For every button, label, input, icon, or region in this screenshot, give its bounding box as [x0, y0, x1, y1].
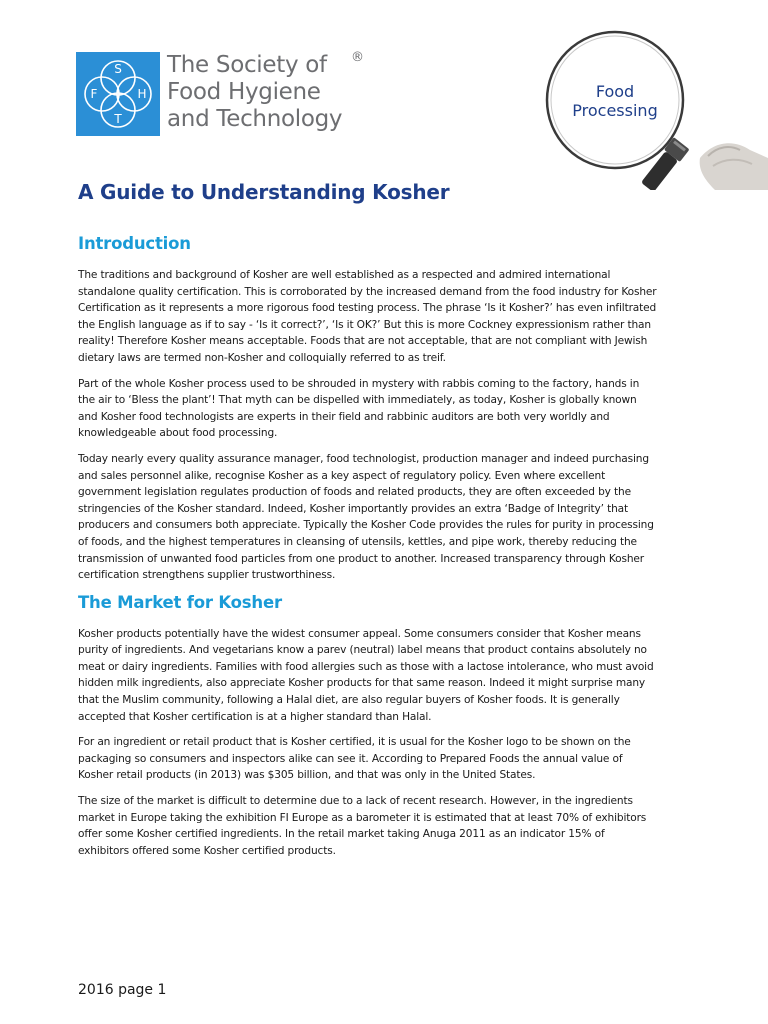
logo-letter-t: T — [114, 112, 122, 126]
intro-paragraph-1: The traditions and background of Kosher are well established as a respected and admired international standalone quality certification. This is corroborated by the increased demand from the food industry for Kosher Certification as it represents a more rigorous food testing process. The phrase ‘Is it Kosher?’ has even infiltrated the English language as if to say - ‘Is it correct?’, ‘Is it OK?’ But this is more Cockney expressionism rather than reality! Therefore Kosher means acceptable. Foods that are not acceptable, that are not compliant with Jewish dietary laws are termed non-Kosher and colloquially referred to as treif. — [78, 269, 657, 364]
sfht-logo — [76, 52, 160, 136]
intro-paragraph-2: Part of the whole Kosher process used to be shrouded in mystery with rabbis coming to the factory, hands in the air to ‘Bless the plant’! That myth can be dispelled with immediately, as today, Kosher is globally known and Kosher food technologists are experts in their field and rabbinic auditors are both very worldly and knowledgeable about food processing. — [78, 377, 640, 440]
document-body — [78, 180, 658, 868]
intro-paragraph-3: Today nearly every quality assurance manager, food technologist, production manager and indeed purchasing and sales personnel alike, recognise Kosher as a key aspect of regulatory policy. Even where excellent government legislation regulates production of foods and related products, they are often exceeded by the stringencies of the Kosher standard. Indeed, Kosher importantly provides an extra ‘Badge of Integrity’ that producers and consumers both appreciate. Typically the Kosher Code provides the rules for purity in processing of foods, and the highest temperatures in cleansing of utensils, kettles, and pipe work, thereby reducing the transmission of unwanted food particles from one product to another. Increased transparency through Kosher certification strengthens supplier trustworthiness. — [78, 452, 654, 582]
logo-letter-f: F — [90, 87, 98, 101]
market-paragraph-2: For an ingredient or retail product that is Kosher certified, it is usual for the Kosher logo to be shown on the packaging so consumers and inspectors alike can see it. According to Prepared Foods the annual value of Kosher retail products (in 2013) was $305 billion, and that was only in the United States. — [78, 736, 631, 782]
market-paragraph-3: The size of the market is difficult to determine due to a lack of recent research. However, in the ingredients market in Europe taking the exhibition FI Europe as a barometer it is estimated that at least 70% of exhibitors offer some Kosher certified ingredients. In the retail market taking Anuga 2011 as an indicator 15% of exhibitors offered some Kosher certified products. — [78, 795, 647, 857]
market-paragraph-1: Kosher products potentially have the widest consumer appeal. Some consumers consider that Kosher means purity of ingredients. And vegetarians know a parev (neutral) label means that product contains absolutely no meat or dairy ingredients. Families with food allergies such as those with a lactose intolerance, who must avoid hidden milk ingredients, also appreciate Kosher products for that same reason. Indeed it might surprise many that the Muslim community, following a Halal diet, are also regular buyers of Kosher foods. It is generally accepted that Kosher certification is at a higher standard than Halal. — [78, 627, 654, 723]
document-title: A Guide to Understanding Kosher — [78, 180, 450, 204]
magnifier-label-line-1: Food — [595, 82, 635, 101]
society-name-line-1: The Society of — [167, 52, 327, 78]
magnifier-label-line-2: Processing — [572, 101, 658, 120]
society-name-line-3: and Technology — [167, 106, 343, 132]
magnifier-label — [540, 82, 690, 120]
society-name — [167, 52, 377, 133]
page-header — [0, 0, 768, 165]
page-footer: 2016 page 1 — [78, 982, 167, 998]
registered-mark: ® — [351, 50, 364, 65]
section-heading-introduction: Introduction — [78, 234, 191, 253]
logo-letter-h: H — [137, 87, 147, 101]
society-name-line-2: Food Hygiene — [167, 79, 321, 105]
logo-letter-s: S — [114, 62, 122, 76]
section-heading-market: The Market for Kosher — [78, 592, 282, 612]
